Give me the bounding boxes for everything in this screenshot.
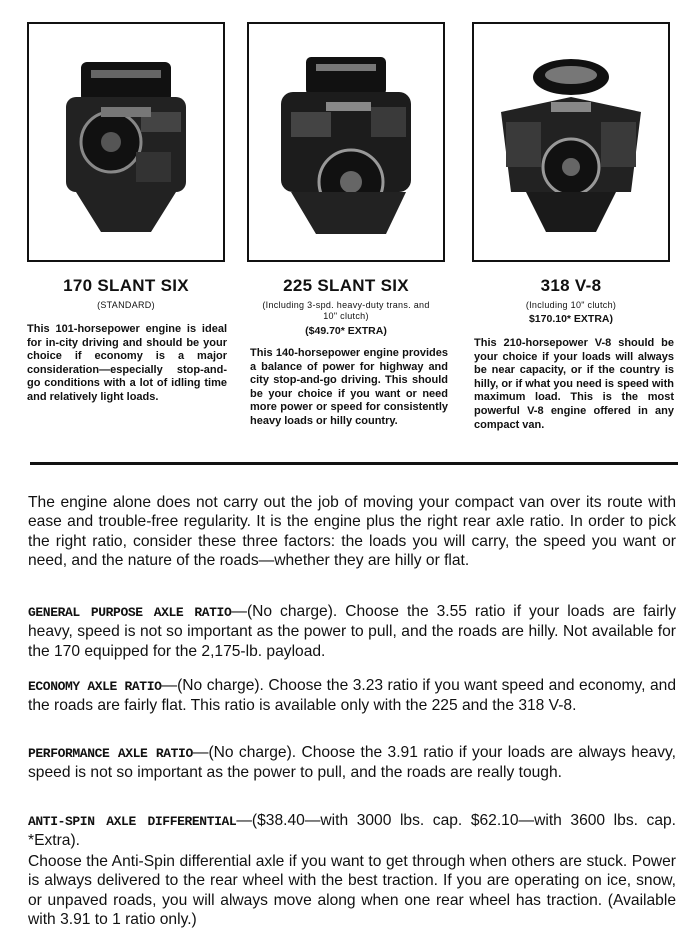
anti-spin-heading: ANTI-SPIN AXLE DIFFERENTIAL <box>28 814 237 829</box>
engine-photo-225 <box>247 22 445 262</box>
slant-six-225-engine-illustration <box>261 42 431 242</box>
engine-desc-170: This 101-horsepower engine is ideal for in-city driving and should be your choice if economy is a major consideration—especially stop-and-go conditions with a lot of idling time and relatively light loads. <box>27 323 227 403</box>
performance-heading: PERFORMANCE AXLE RATIO <box>28 746 193 761</box>
performance-text: —(No charge). Choose the 3.91 ratio if your loads are always heavy, speed is not so important as the power to pull, and the roads are really tough. <box>28 744 677 782</box>
anti-spin-paragraph <box>28 811 676 851</box>
section-divider <box>30 462 678 465</box>
engine-sub-170: (STANDARD) <box>97 300 155 310</box>
engine-title-225: 225 SLANT SIX <box>283 276 409 295</box>
engine-price-318: $170.10* EXTRA) <box>528 313 614 325</box>
slant-six-engine-illustration <box>41 42 211 242</box>
v8-engine-illustration <box>481 42 661 242</box>
engine-title-170: 170 SLANT SIX <box>63 276 189 295</box>
engine-desc-318: This 210-horsepower V-8 should be your choice if your loads will always be near capacity, or if the country is hilly, or if what you need is speed with maximum load. This is the most powerful V-8 engine offered in any compact van. <box>474 337 674 431</box>
economy-text: —(No charge). Choose the 3.23 ratio if you want speed and economy, and the roads are fairly flat. This ratio is available only with the 225 and the 318 V-8. <box>28 677 676 715</box>
anti-spin-body: Choose the Anti-Spin differential axle if you want to get through when others are stuck. Power is always delivered to the rear wheel with the best traction. If you are operating on ice, snow, or unpaved roads, you will always move along when one rear wheel has traction. (Available with 3.91 to 1 ratio only.) <box>28 853 676 929</box>
anti-spin-price: —($38.40—with 3000 lbs. cap. $62.10—with 3600 lbs. cap. *Extra). <box>28 812 676 850</box>
engine-photo-170 <box>27 22 225 262</box>
general-purpose-paragraph <box>28 602 676 661</box>
economy-heading: ECONOMY AXLE RATIO <box>28 679 162 694</box>
general-purpose-text: —(No charge). Choose the 3.55 ratio if your loads are fairly heavy, speed is not so important as the power to pull, and the roads are hilly. Not available for the 170 equipped for the 2,175-lb. payload. <box>28 603 676 660</box>
engine-sub-225: (Including 3-spd. heavy-duty trans. and 10" clutch) <box>262 300 430 321</box>
performance-paragraph <box>28 743 676 783</box>
engine-price-225: ($49.70* EXTRA) <box>305 325 387 337</box>
intro-paragraph: The engine alone does not carry out the job of moving your compact van over its route with ease and trouble-free regularity. It is the engine plus the right rear axle ratio. In order to pick the right ratio, consider these three factors: the loads you will carry, the speed you want or need, and the nature of the roads—whether they are hilly or flat. <box>28 494 676 570</box>
economy-paragraph <box>28 676 676 716</box>
engine-photo-318 <box>472 22 670 262</box>
engine-desc-225: This 140-horsepower engine provides a balance of power for highway and city stop-and-go driving. This should be your choice if you want or need more power or speed for consistently heavy loads or hilly country. <box>250 347 448 427</box>
general-purpose-heading: GENERAL PURPOSE AXLE RATIO <box>28 605 232 620</box>
engine-title-318: 318 V-8 <box>540 276 602 295</box>
engine-sub-318: (Including 10" clutch) <box>525 300 617 310</box>
